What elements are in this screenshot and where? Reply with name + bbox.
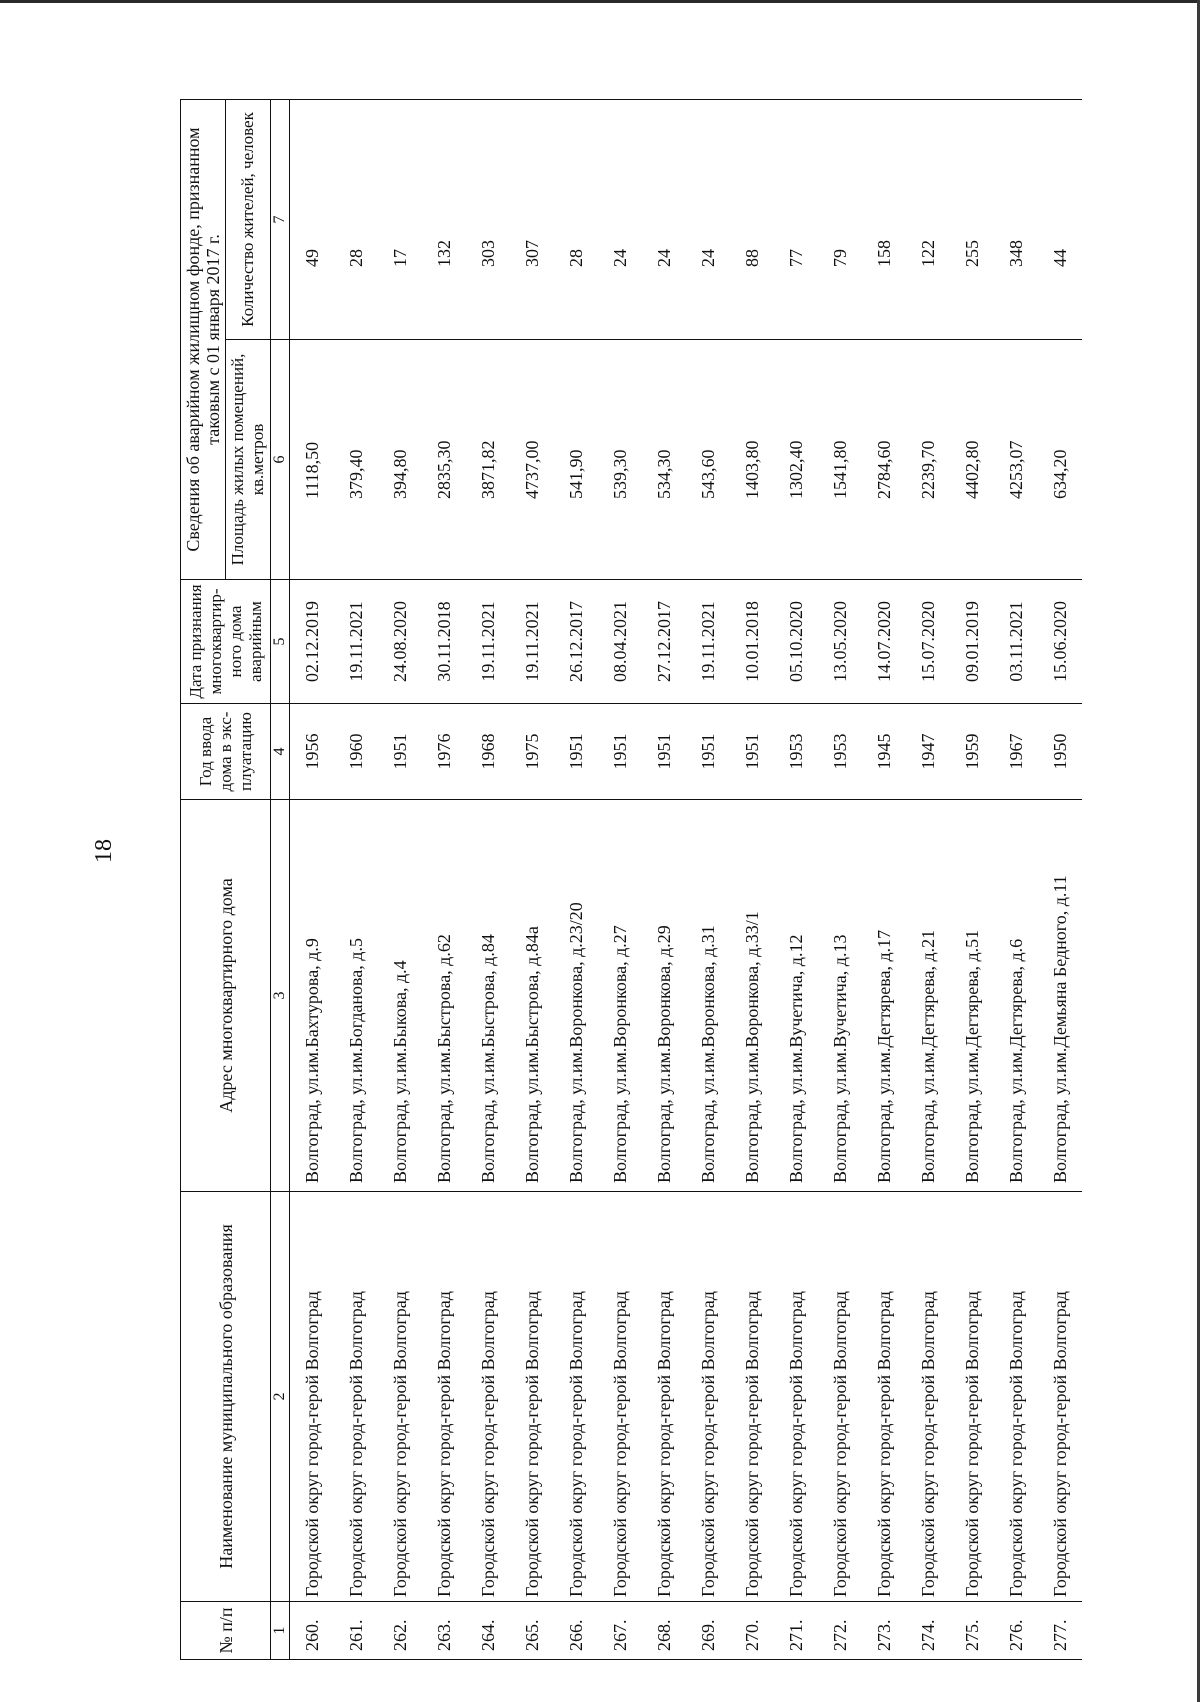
row-number: 271. bbox=[774, 1602, 818, 1660]
year-cell: 1947 bbox=[906, 704, 950, 800]
year-cell: 1960 bbox=[334, 704, 378, 800]
scan-edge-top bbox=[0, 0, 1200, 3]
municipality-cell: Городской округ город-герой Волгоград bbox=[1038, 1192, 1082, 1602]
residents-cell: 24 bbox=[642, 100, 686, 340]
table-row bbox=[1038, 100, 1082, 1660]
row-number: 262. bbox=[378, 1602, 422, 1660]
date-cell: 05.10.2020 bbox=[774, 580, 818, 704]
column-number: 4 bbox=[271, 704, 290, 800]
address-cell: Волгоград, ул.им.Дегтярева, д.17 bbox=[862, 800, 906, 1192]
address-cell: Волгоград, ул.им.Быстрова, д.62 bbox=[422, 800, 466, 1192]
municipality-cell: Городской округ город-герой Волгоград bbox=[730, 1192, 774, 1602]
area-cell: 534,30 bbox=[642, 340, 686, 580]
table-row bbox=[994, 100, 1038, 1660]
municipality-cell: Городской округ город-герой Волгоград bbox=[510, 1192, 554, 1602]
date-cell: 26.12.2017 bbox=[554, 580, 598, 704]
address-cell: Волгоград, ул.им.Быстрова, д.84 bbox=[466, 800, 510, 1192]
residents-cell: 49 bbox=[290, 100, 335, 340]
area-cell: 634,20 bbox=[1038, 340, 1082, 580]
address-cell: Волгоград, ул.им.Воронкова, д.31 bbox=[686, 800, 730, 1192]
year-cell: 1967 bbox=[994, 704, 1038, 800]
area-cell: 1118,50 bbox=[290, 340, 335, 580]
column-number: 2 bbox=[271, 1192, 290, 1602]
area-cell: 4402,80 bbox=[950, 340, 994, 580]
header-group: Сведения об аварийном жилищном фонде, признанном таковым с 01 января 2017 г. bbox=[181, 100, 226, 580]
address-cell: Волгоград, ул.им.Бахтурова, д.9 bbox=[290, 800, 335, 1192]
table-row bbox=[290, 100, 335, 1660]
address-cell: Волгоград, ул.им.Быкова, д.4 bbox=[378, 800, 422, 1192]
municipality-cell: Городской округ город-герой Волгоград bbox=[290, 1192, 335, 1602]
date-cell: 10.01.2018 bbox=[730, 580, 774, 704]
municipality-cell: Городской округ город-герой Волгоград bbox=[818, 1192, 862, 1602]
area-cell: 1541,80 bbox=[818, 340, 862, 580]
year-cell: 1968 bbox=[466, 704, 510, 800]
address-cell: Волгоград, ул.им.Быстрова, д.84а bbox=[510, 800, 554, 1192]
table-row bbox=[466, 100, 510, 1660]
year-cell: 1951 bbox=[378, 704, 422, 800]
row-number: 276. bbox=[994, 1602, 1038, 1660]
residents-cell: 88 bbox=[730, 100, 774, 340]
year-cell: 1953 bbox=[774, 704, 818, 800]
municipality-cell: Городской округ город-герой Волгоград bbox=[554, 1192, 598, 1602]
column-number: 3 bbox=[271, 800, 290, 1192]
year-cell: 1951 bbox=[598, 704, 642, 800]
address-cell: Волгоград, ул.им.Дегтярева, д.51 bbox=[950, 800, 994, 1192]
area-cell: 1302,40 bbox=[774, 340, 818, 580]
date-cell: 08.04.2021 bbox=[598, 580, 642, 704]
address-cell: Волгоград, ул.им.Дегтярева, д.21 bbox=[906, 800, 950, 1192]
municipality-cell: Городской округ город-герой Волгоград bbox=[994, 1192, 1038, 1602]
table-row bbox=[774, 100, 818, 1660]
header-area: Площадь жилых помещений, кв.метров bbox=[226, 340, 271, 580]
residents-cell: 132 bbox=[422, 100, 466, 340]
date-cell: 14.07.2020 bbox=[862, 580, 906, 704]
address-cell: Волгоград, ул.им.Демьяна Бедного, д.11 bbox=[1038, 800, 1082, 1192]
municipality-cell: Городской округ город-герой Волгоград bbox=[422, 1192, 466, 1602]
row-number: 266. bbox=[554, 1602, 598, 1660]
row-number: 277. bbox=[1038, 1602, 1082, 1660]
residents-cell: 79 bbox=[818, 100, 862, 340]
municipality-cell: Городской округ город-герой Волгоград bbox=[950, 1192, 994, 1602]
row-number: 275. bbox=[950, 1602, 994, 1660]
residents-cell: 24 bbox=[598, 100, 642, 340]
column-number: 5 bbox=[271, 580, 290, 704]
year-cell: 1951 bbox=[642, 704, 686, 800]
residents-cell: 44 bbox=[1038, 100, 1082, 340]
area-cell: 541,90 bbox=[554, 340, 598, 580]
address-cell: Волгоград, ул.им.Богданова, д.5 bbox=[334, 800, 378, 1192]
area-cell: 379,40 bbox=[334, 340, 378, 580]
area-cell: 4253,07 bbox=[994, 340, 1038, 580]
row-number: 272. bbox=[818, 1602, 862, 1660]
table-row bbox=[422, 100, 466, 1660]
column-number: 6 bbox=[271, 340, 290, 580]
date-cell: 15.06.2020 bbox=[1038, 580, 1082, 704]
date-cell: 02.12.2019 bbox=[290, 580, 335, 704]
address-cell: Волгоград, ул.им.Вучетича, д.12 bbox=[774, 800, 818, 1192]
table-row bbox=[730, 100, 774, 1660]
municipality-cell: Городской округ город-герой Волгоград bbox=[466, 1192, 510, 1602]
row-number: 263. bbox=[422, 1602, 466, 1660]
rotated-document-sheet bbox=[180, 100, 1170, 1660]
row-number: 268. bbox=[642, 1602, 686, 1660]
year-cell: 1951 bbox=[730, 704, 774, 800]
residents-cell: 24 bbox=[686, 100, 730, 340]
column-number: 7 bbox=[271, 100, 290, 340]
residents-cell: 158 bbox=[862, 100, 906, 340]
year-cell: 1951 bbox=[554, 704, 598, 800]
municipality-cell: Городской округ город-герой Волгоград bbox=[862, 1192, 906, 1602]
header-residents: Количество жителей, человек bbox=[226, 100, 271, 340]
row-number: 273. bbox=[862, 1602, 906, 1660]
residents-cell: 255 bbox=[950, 100, 994, 340]
area-cell: 4737,00 bbox=[510, 340, 554, 580]
area-cell: 394,80 bbox=[378, 340, 422, 580]
residents-cell: 28 bbox=[554, 100, 598, 340]
area-cell: 539,30 bbox=[598, 340, 642, 580]
row-number: 274. bbox=[906, 1602, 950, 1660]
header-address: Адрес многоквартирного дома bbox=[181, 800, 271, 1192]
date-cell: 03.11.2021 bbox=[994, 580, 1038, 704]
row-number: 265. bbox=[510, 1602, 554, 1660]
row-number: 260. bbox=[290, 1602, 335, 1660]
header-municipality: Наименование муниципального образования bbox=[181, 1192, 271, 1602]
page-number: 18 bbox=[91, 839, 117, 863]
year-cell: 1953 bbox=[818, 704, 862, 800]
date-cell: 19.11.2021 bbox=[334, 580, 378, 704]
residents-cell: 122 bbox=[906, 100, 950, 340]
area-cell: 2239,70 bbox=[906, 340, 950, 580]
row-number: 267. bbox=[598, 1602, 642, 1660]
date-cell: 19.11.2021 bbox=[686, 580, 730, 704]
table-row bbox=[510, 100, 554, 1660]
area-cell: 2784,60 bbox=[862, 340, 906, 580]
header-year: Год ввода дома в экс-плуатацию bbox=[181, 704, 271, 800]
row-number: 270. bbox=[730, 1602, 774, 1660]
row-number: 269. bbox=[686, 1602, 730, 1660]
date-cell: 09.01.2019 bbox=[950, 580, 994, 704]
table-body bbox=[290, 100, 1083, 1660]
row-number: 264. bbox=[466, 1602, 510, 1660]
table-row bbox=[334, 100, 378, 1660]
residents-cell: 77 bbox=[774, 100, 818, 340]
row-number: 261. bbox=[334, 1602, 378, 1660]
column-number: 1 bbox=[271, 1602, 290, 1660]
address-cell: Волгоград, ул.им.Воронкова, д.27 bbox=[598, 800, 642, 1192]
date-cell: 15.07.2020 bbox=[906, 580, 950, 704]
header-date: Дата признания многоквартир-ного дома аварийным bbox=[181, 580, 271, 704]
header-num: № п/п bbox=[181, 1602, 271, 1660]
area-cell: 543,60 bbox=[686, 340, 730, 580]
year-cell: 1945 bbox=[862, 704, 906, 800]
residents-cell: 348 bbox=[994, 100, 1038, 340]
table-row bbox=[598, 100, 642, 1660]
table-row bbox=[378, 100, 422, 1660]
emergency-housing-table bbox=[180, 99, 1082, 1660]
table-row bbox=[818, 100, 862, 1660]
table-row bbox=[862, 100, 906, 1660]
table-row bbox=[686, 100, 730, 1660]
residents-cell: 307 bbox=[510, 100, 554, 340]
date-cell: 24.08.2020 bbox=[378, 580, 422, 704]
municipality-cell: Городской округ город-герой Волгоград bbox=[686, 1192, 730, 1602]
residents-cell: 303 bbox=[466, 100, 510, 340]
address-cell: Волгоград, ул.им.Вучетича, д.13 bbox=[818, 800, 862, 1192]
year-cell: 1951 bbox=[686, 704, 730, 800]
year-cell: 1950 bbox=[1038, 704, 1082, 800]
address-cell: Волгоград, ул.им.Воронкова, д.33/1 bbox=[730, 800, 774, 1192]
area-cell: 1403,80 bbox=[730, 340, 774, 580]
column-number-row bbox=[271, 100, 290, 1660]
date-cell: 19.11.2021 bbox=[466, 580, 510, 704]
date-cell: 30.11.2018 bbox=[422, 580, 466, 704]
residents-cell: 17 bbox=[378, 100, 422, 340]
table-row bbox=[554, 100, 598, 1660]
residents-cell: 28 bbox=[334, 100, 378, 340]
date-cell: 13.05.2020 bbox=[818, 580, 862, 704]
header-row bbox=[181, 100, 226, 1660]
table-row bbox=[906, 100, 950, 1660]
date-cell: 19.11.2021 bbox=[510, 580, 554, 704]
year-cell: 1956 bbox=[290, 704, 335, 800]
year-cell: 1975 bbox=[510, 704, 554, 800]
municipality-cell: Городской округ город-герой Волгоград bbox=[642, 1192, 686, 1602]
municipality-cell: Городской округ город-герой Волгоград bbox=[378, 1192, 422, 1602]
table-row bbox=[642, 100, 686, 1660]
address-cell: Волгоград, ул.им.Дегтярева, д.6 bbox=[994, 800, 1038, 1192]
municipality-cell: Городской округ город-герой Волгоград bbox=[334, 1192, 378, 1602]
area-cell: 3871,82 bbox=[466, 340, 510, 580]
table-row bbox=[950, 100, 994, 1660]
year-cell: 1976 bbox=[422, 704, 466, 800]
municipality-cell: Городской округ город-герой Волгоград bbox=[906, 1192, 950, 1602]
address-cell: Волгоград, ул.им.Воронкова, д.23/20 bbox=[554, 800, 598, 1192]
date-cell: 27.12.2017 bbox=[642, 580, 686, 704]
address-cell: Волгоград, ул.им.Воронкова, д.29 bbox=[642, 800, 686, 1192]
municipality-cell: Городской округ город-герой Волгоград bbox=[774, 1192, 818, 1602]
year-cell: 1959 bbox=[950, 704, 994, 800]
municipality-cell: Городской округ город-герой Волгоград bbox=[598, 1192, 642, 1602]
area-cell: 2835,30 bbox=[422, 340, 466, 580]
